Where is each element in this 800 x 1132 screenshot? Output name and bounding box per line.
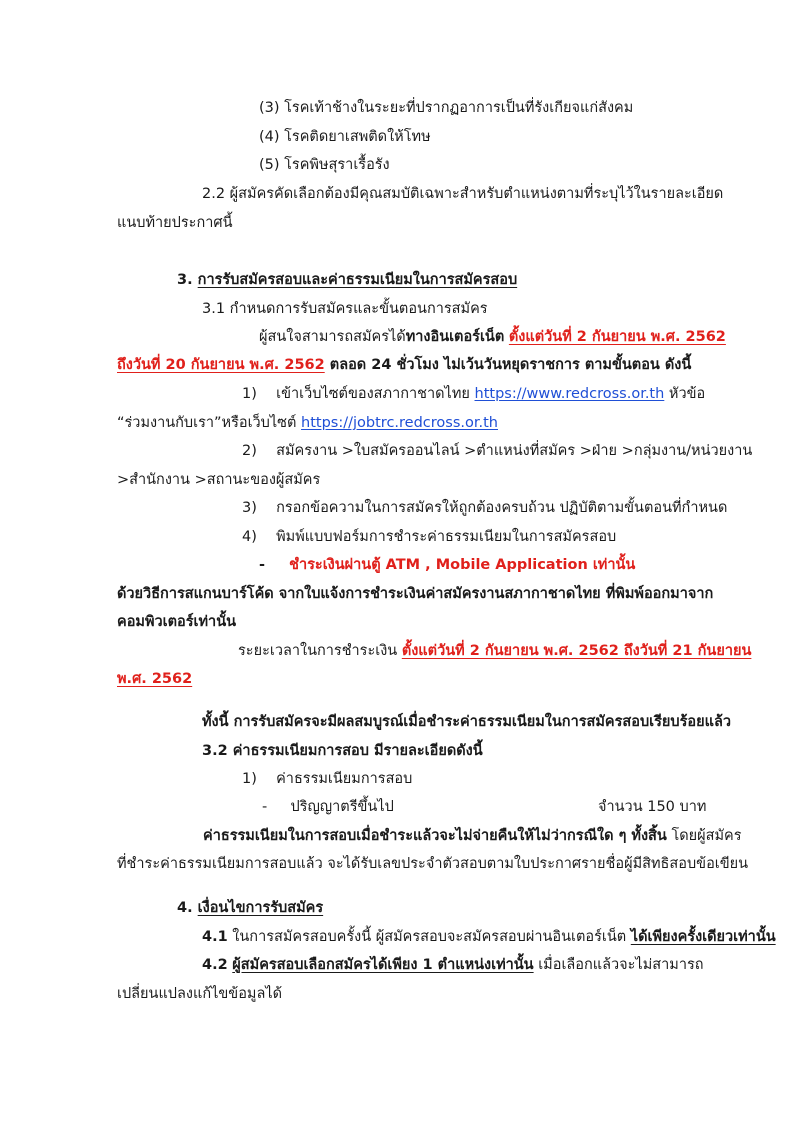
step-3 [242, 498, 727, 518]
section-3-heading [177, 270, 517, 290]
step-2-text: สมัครงาน >ใบสมัครออนไลน์ >ตำแหน่งที่สมัคร >ฝ่าย >กลุ่มงาน/หน่วยงาน [276, 443, 753, 459]
apply-to-date: ถึงวันที่ 20 กันยายน พ.ศ. 2562 [117, 357, 325, 373]
step-1-cont-text: “ร่วมงานกับเรา”หรือเว็บไซต์ [117, 415, 297, 431]
payment-method [259, 555, 635, 575]
step-1 [242, 384, 705, 404]
apply-intro: ผู้สนใจสามารถสมัครได้ [259, 329, 406, 345]
item-4-1-text: ในการสมัครสอบครั้งนี้ ผู้สมัครสอบจะสมัครสอบผ่านอินเตอร์เน็ต [232, 929, 627, 945]
fee-level-row [262, 797, 394, 817]
step-1-text: เข้าเว็บไซต์ของสภากาชาดไทย [276, 386, 470, 402]
apply-rest: ตลอด 24 ชั่วโมง ไม่เว้นวันหยุดราชการ ตามขั้นตอน ดังนี้ [329, 357, 692, 373]
apply-via: ทางอินเตอร์เน็ต [405, 329, 505, 345]
apply-line-2 [117, 355, 691, 375]
fee-dash: - [262, 799, 268, 815]
section-4-heading [177, 898, 323, 918]
item-4-2-rest: เมื่อเลือกแล้วจะไม่สามารถ [538, 957, 704, 973]
apply-from-date: ตั้งแต่วันที่ 2 กันยายน พ.ศ. 2562 [508, 329, 726, 345]
jobtrc-link[interactable]: https://jobtrc.redcross.or.th [301, 415, 498, 431]
section-4-number: 4. [177, 900, 193, 916]
item-4-2-emphasis: ผู้สมัครสอบเลือกสมัครได้เพียง 1 ตำแหน่งเท่านั้น [232, 957, 534, 973]
refund-note [203, 826, 742, 846]
item-2-2: 2.2 ผู้สมัครคัดเลือกต้องมีคุณสมบัติเฉพาะสำหรับตำแหน่งตามที่ระบุไว้ในรายละเอียด [202, 186, 724, 202]
completion-note: ทั้งนี้ การรับสมัครจะมีผลสมบูรณ์เมื่อชำระค่าธรรมเนียมในการสมัครสอบเรียบร้อยแล้ว [202, 714, 731, 730]
redcross-link[interactable]: https://www.redcross.or.th [474, 386, 665, 402]
item-4-2-cont: เปลี่ยนแปลงแก้ไขข้อมูลได้ [117, 986, 283, 1002]
step-2 [242, 441, 752, 461]
step-3-text: กรอกข้อความในการสมัครให้ถูกต้องครบถ้วน ปฏิบัติตามขั้นตอนที่กำหนด [276, 500, 728, 516]
step-3-number: 3) [242, 500, 257, 516]
item-4-1 [202, 927, 776, 947]
step-1-cont [117, 413, 498, 433]
fee-level: ปริญญาตรีขึ้นไป [290, 799, 394, 815]
step-1-after: หัวข้อ [668, 386, 706, 402]
item-4-2-number: 4.2 [202, 957, 228, 973]
item-4-1-number: 4.1 [202, 929, 228, 945]
payment-method-text: ชำระเงินผ่านตู้ ATM , Mobile Application เท่านั้น [289, 557, 636, 573]
refund-rest: โดยผู้สมัคร [671, 828, 742, 844]
item-4-1-emphasis: ได้เพียงครั้งเดียวเท่านั้น [630, 929, 776, 945]
step-1-number: 1) [242, 386, 257, 402]
step-2-cont: >สำนักงาน >สถานะของผู้สมัคร [117, 472, 321, 488]
disease-item-3: (3) โรคเท้าช้างในระยะที่ปรากฏอาการเป็นที่รังเกียจแก่สังคม [259, 100, 634, 116]
section-3-number: 3. [177, 272, 193, 288]
fee-amount: จำนวน 150 บาท [598, 799, 707, 815]
step-4-number: 4) [242, 529, 257, 545]
section-4-title: เงื่อนไขการรับสมัคร [197, 900, 324, 916]
disease-item-4: (4) โรคติดยาเสพติดให้โทษ [259, 129, 431, 145]
item-2-2-cont: แนบท้ายประกาศนี้ [117, 215, 233, 231]
step-4-text: พิมพ์แบบฟอร์มการชำระค่าธรรมเนียมในการสมัครสอบ [276, 529, 617, 545]
section-3-title: การรับสมัครสอบและค่าธรรมเนียมในการสมัครสอบ [197, 272, 518, 288]
apply-line-1 [259, 327, 726, 347]
payment-detail-1: ด้วยวิธีการสแกนบาร์โค้ด จากใบแจ้งการชำระเงินค่าสมัครงานสภากาชาดไทย ที่พิมพ์ออกมาจาก [117, 586, 714, 602]
payment-period [238, 641, 751, 661]
payment-period-label: ระยะเวลาในการชำระเงิน [238, 643, 398, 659]
item-3-2: 3.2 ค่าธรรมเนียมการสอบ มีรายละเอียดดังนี้ [202, 743, 483, 759]
payment-period-year: พ.ศ. 2562 [117, 671, 193, 687]
payment-dash: - [259, 557, 266, 573]
item-4-2 [202, 955, 704, 975]
refund-cont: ที่ชำระค่าธรรมเนียมการสอบแล้ว จะได้รับเลขประจำตัวสอบตามใบประกาศรายชื่อผู้มีสิทธิสอบข้อเขียน [117, 856, 749, 872]
fee-label: ค่าธรรมเนียมการสอบ [276, 771, 413, 787]
refund-bold: ค่าธรรมเนียมในการสอบเมื่อชำระแล้วจะไม่จ่ายคืนให้ไม่ว่ากรณีใด ๆ ทั้งสิ้น [203, 828, 667, 844]
payment-detail-2: คอมพิวเตอร์เท่านั้น [117, 614, 237, 630]
fee-item [242, 769, 412, 789]
payment-period-dates: ตั้งแต่วันที่ 2 กันยายน พ.ศ. 2562 ถึงวันที่ 21 กันยายน [401, 643, 752, 659]
item-3-1: 3.1 กำหนดการรับสมัครและขั้นตอนการสมัคร [202, 301, 488, 317]
step-4 [242, 527, 616, 547]
step-2-number: 2) [242, 443, 257, 459]
disease-item-5: (5) โรคพิษสุราเรื้อรัง [259, 157, 390, 173]
fee-number: 1) [242, 771, 257, 787]
